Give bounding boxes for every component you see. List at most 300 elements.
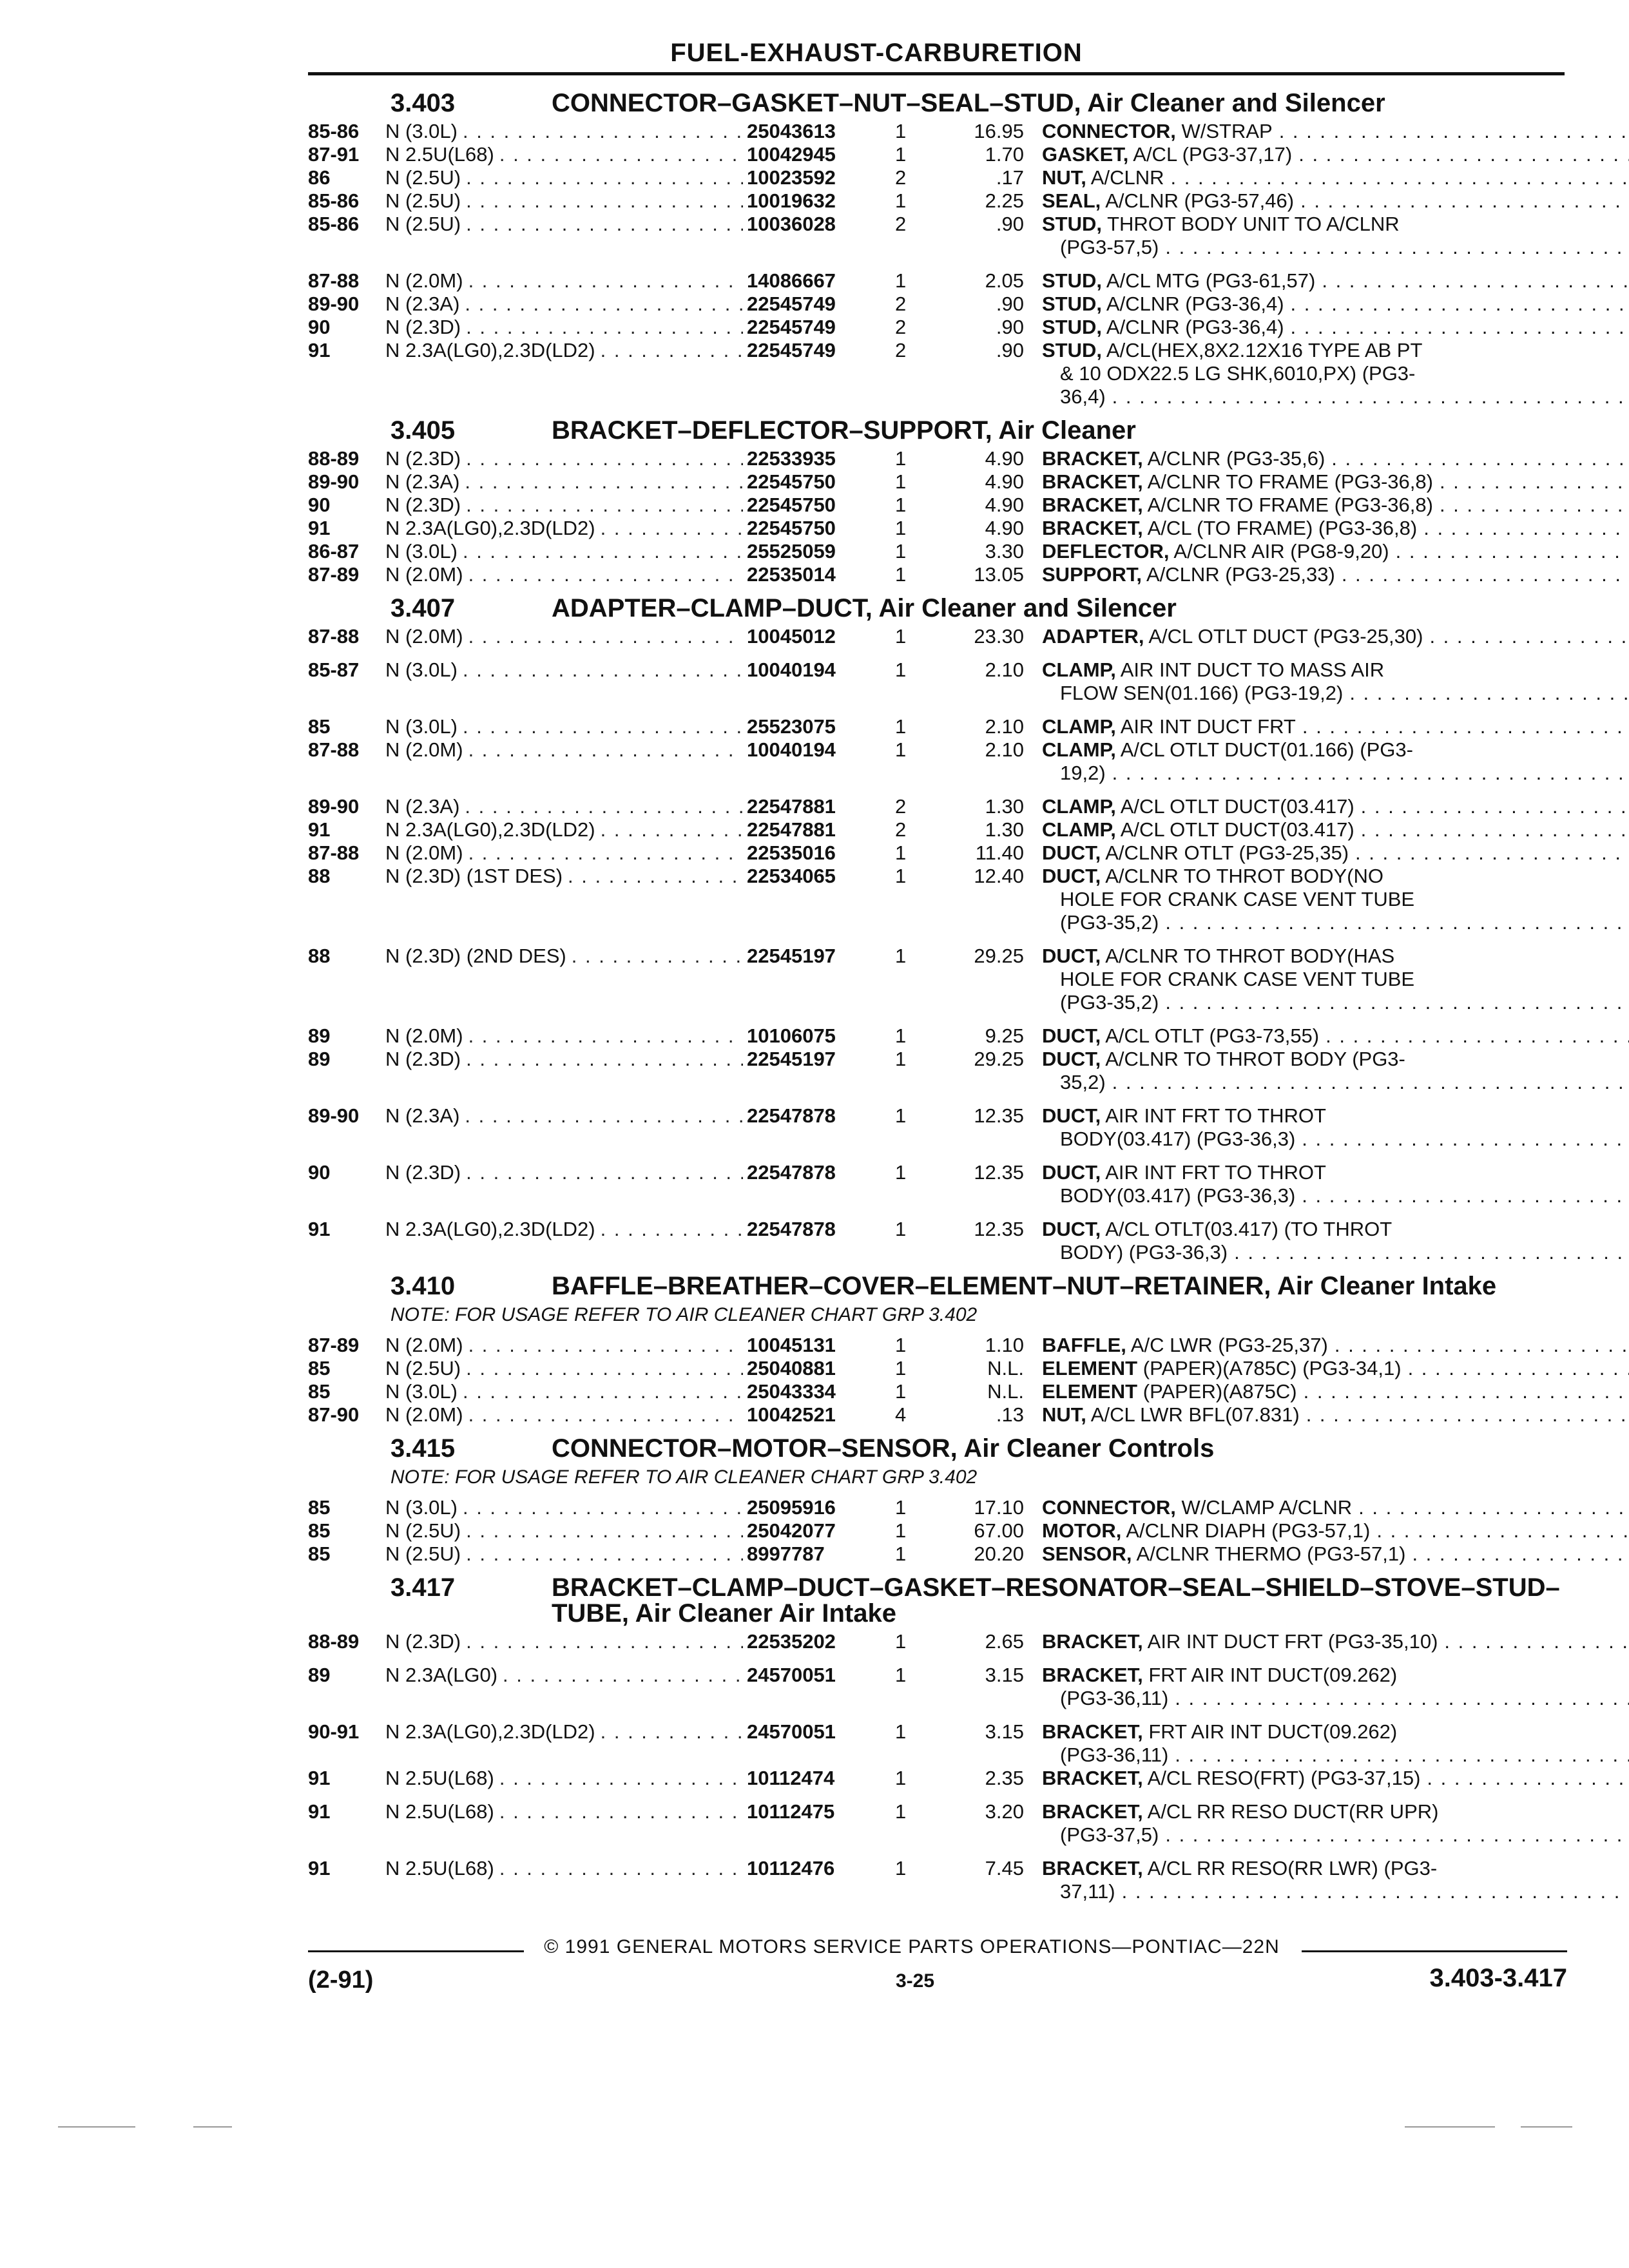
leader-dots [1284, 316, 1629, 339]
description-text [1060, 762, 1106, 785]
part-number: 10112476 [747, 1857, 835, 1879]
part-row [308, 1380, 1565, 1403]
part-number: 25523075 [747, 715, 836, 738]
part-name: BRACKET, [1042, 1664, 1143, 1686]
description-line [1042, 269, 1629, 293]
leader-dots [1405, 1542, 1629, 1566]
part-number: 22545197 [747, 1048, 836, 1070]
application-text: N 2.5U(L68) [385, 143, 494, 166]
description-text [1042, 945, 1394, 968]
section-number: 3.410 [390, 1272, 456, 1300]
quantity: 1 [895, 1664, 907, 1686]
part-number: 22533935 [747, 447, 836, 470]
description-text [1060, 1880, 1115, 1903]
model-years: 88 [308, 865, 331, 887]
description-line [1042, 1071, 1629, 1094]
application-text: N (2.3A) [385, 293, 460, 315]
leader-dots [461, 1542, 743, 1566]
price: 2.65 [985, 1630, 1024, 1653]
description-line [1042, 385, 1629, 408]
description-line [1042, 316, 1629, 339]
application [385, 1800, 743, 1847]
application [385, 494, 743, 517]
description-line [1042, 236, 1629, 259]
price: 12.35 [974, 1104, 1024, 1127]
quantity: 1 [895, 540, 907, 562]
part-row [308, 1334, 1565, 1357]
description [1042, 189, 1629, 213]
leader-dots [1420, 1767, 1629, 1790]
application [385, 316, 743, 339]
description-line [1042, 540, 1629, 563]
part-row [308, 447, 1565, 470]
price: .90 [996, 213, 1024, 235]
description-text [1042, 189, 1294, 213]
catalog-section [308, 1273, 1565, 1427]
scan-artifact [58, 2126, 135, 2128]
description-text [1042, 1664, 1397, 1687]
footer-date: (2-91) [308, 1966, 374, 1994]
quantity: 2 [895, 166, 907, 189]
description-line [1042, 494, 1629, 517]
description-line [1042, 1720, 1629, 1744]
description [1042, 1048, 1629, 1094]
quantity: 1 [895, 1519, 907, 1542]
leader-dots [1294, 189, 1629, 213]
description-line [1042, 865, 1629, 888]
description-text [1042, 517, 1417, 540]
price: 13.05 [974, 563, 1024, 586]
description-detail: (PG3-36,11) [1060, 1687, 1169, 1709]
application [385, 1357, 743, 1380]
quantity: 2 [895, 213, 907, 235]
model-years: 85 [308, 1542, 331, 1565]
description [1042, 1720, 1629, 1767]
part-number: 22535202 [747, 1630, 836, 1653]
application-text: N (2.3D) (1ST DES) [385, 865, 563, 887]
part-number: 10040194 [747, 738, 836, 761]
description-detail: W/STRAP [1181, 120, 1273, 142]
description [1042, 1380, 1629, 1403]
leader-dots [1296, 715, 1629, 738]
leader-dots [494, 1767, 743, 1790]
part-number: 10023592 [747, 166, 836, 189]
description-text [1060, 968, 1414, 991]
part-number: 22545197 [747, 945, 836, 967]
part-row [308, 1664, 1565, 1710]
description-text [1042, 120, 1273, 143]
description-line [1042, 563, 1629, 586]
description [1042, 563, 1629, 586]
part-row [308, 1048, 1565, 1094]
leader-dots [1168, 1744, 1629, 1767]
part-number: 10112474 [747, 1767, 835, 1789]
quantity: 1 [895, 1334, 907, 1356]
application-text: N (2.0M) [385, 1334, 463, 1356]
description-line [1042, 339, 1629, 362]
model-years: 90-91 [308, 1720, 360, 1743]
description-text [1042, 166, 1164, 189]
part-row [308, 795, 1565, 818]
quantity: 1 [895, 189, 907, 212]
description-detail: FRT AIR INT DUCT(09.262) [1148, 1720, 1398, 1743]
description [1042, 625, 1629, 648]
part-name: ELEMENT [1042, 1357, 1138, 1379]
quantity: 2 [895, 795, 907, 818]
part-number: 25043613 [747, 120, 836, 142]
leader-dots [494, 1800, 743, 1847]
leader-dots [463, 625, 743, 648]
description-detail: A/CLNR THERMO (PG3-57,1) [1136, 1542, 1406, 1565]
description-line [1042, 911, 1629, 934]
quantity: 1 [895, 1542, 907, 1565]
section-heading [308, 1273, 1565, 1299]
leader-dots [1328, 1334, 1629, 1357]
quantity: 2 [895, 818, 907, 841]
leader-dots [458, 540, 743, 563]
leader-dots [1168, 1687, 1629, 1710]
description-line [1042, 447, 1629, 470]
description-detail: 37,11) [1060, 1880, 1115, 1903]
leader-dots [595, 1218, 743, 1264]
description-line [1042, 818, 1629, 841]
leader-dots [1402, 1357, 1629, 1380]
description-text [1042, 795, 1354, 818]
model-years: 91 [308, 1218, 331, 1240]
part-row [308, 1630, 1565, 1653]
quantity: 1 [895, 1161, 907, 1184]
catalog-section [308, 1575, 1565, 1903]
description-line [1042, 362, 1629, 385]
part-row [308, 818, 1565, 841]
quantity: 1 [895, 1496, 907, 1519]
description-line [1042, 1024, 1629, 1048]
scan-artifact [1521, 2126, 1572, 2128]
scan-artifact [1405, 2126, 1495, 2128]
model-years: 85 [308, 715, 331, 738]
description-text [1060, 1241, 1228, 1264]
part-row [308, 1024, 1565, 1048]
model-years: 91 [308, 517, 331, 539]
part-number: 10036028 [747, 213, 836, 235]
leader-dots [1106, 762, 1629, 785]
quantity: 1 [895, 1357, 907, 1379]
description-detail: A/CL MTG (PG3-61,57) [1106, 269, 1316, 292]
leader-dots [461, 213, 743, 259]
description-line [1042, 1542, 1629, 1566]
description-text [1060, 991, 1159, 1014]
description-text [1042, 1496, 1352, 1519]
description-detail: A/CLNR TO FRAME (PG3-36,8) [1147, 470, 1433, 493]
description [1042, 795, 1629, 818]
leader-dots [459, 1104, 743, 1151]
description [1042, 540, 1629, 563]
model-years: 85-86 [308, 120, 360, 142]
part-row [308, 339, 1565, 408]
leader-dots [1423, 625, 1629, 648]
section-number: 3.403 [390, 89, 456, 117]
part-number: 22545750 [747, 494, 836, 516]
description [1042, 1664, 1629, 1710]
leader-dots [458, 715, 743, 738]
description-line [1042, 1687, 1629, 1710]
quantity: 1 [895, 269, 907, 292]
quantity: 1 [895, 658, 907, 681]
description-line [1042, 1630, 1629, 1653]
description-line [1042, 1800, 1629, 1823]
application [385, 795, 743, 818]
description [1042, 1334, 1629, 1357]
application-text: N (2.5U) [385, 213, 461, 235]
application-text: N (2.3A) [385, 795, 460, 818]
price: N.L. [987, 1380, 1024, 1403]
leader-dots [463, 563, 743, 586]
section-title: BRACKET–CLAMP–DUCT–GASKET–RESONATOR–SEAL–SHIELD–STOVE–STUD–TUBE, Air Cleaner Air Intake [552, 1573, 1560, 1628]
part-number: 22535014 [747, 563, 836, 586]
price: 3.30 [985, 540, 1024, 562]
part-name: CLAMP, [1042, 658, 1116, 681]
model-years: 88 [308, 945, 331, 967]
application [385, 1024, 743, 1048]
description-text [1042, 1357, 1402, 1380]
model-years: 85-86 [308, 213, 360, 235]
application-text: N (2.3D) [385, 1161, 461, 1184]
description [1042, 738, 1629, 785]
application [385, 1218, 743, 1264]
part-row [308, 1857, 1565, 1903]
leader-dots [461, 166, 743, 189]
price: .90 [996, 316, 1024, 338]
description-detail: AIR INT DUCT FRT (PG3-35,10) [1147, 1630, 1438, 1653]
leader-dots [595, 1720, 743, 1767]
part-row [308, 1800, 1565, 1847]
part-number: 22547878 [747, 1218, 836, 1240]
part-number: 10045012 [747, 625, 836, 648]
description-detail: A/CLNR TO THROT BODY (PG3- [1105, 1048, 1405, 1070]
description-detail: A/CL OTLT(03.417) (TO THROT [1105, 1218, 1393, 1240]
application-text: N (2.3D) [385, 494, 461, 516]
description-detail: A/CLNR [1090, 166, 1164, 189]
application [385, 1630, 743, 1653]
part-name: BRACKET, [1042, 1630, 1143, 1653]
quantity: 2 [895, 316, 907, 338]
application-text: N (2.0M) [385, 841, 463, 864]
part-name: BRACKET, [1042, 517, 1143, 539]
part-row [308, 1218, 1565, 1264]
description-text [1060, 1823, 1159, 1847]
price: 3.15 [985, 1664, 1024, 1686]
leader-dots [463, 1403, 743, 1427]
model-years: 86-87 [308, 540, 360, 562]
description-text [1060, 1744, 1168, 1767]
model-years: 88-89 [308, 447, 360, 470]
application-text: N (2.0M) [385, 269, 463, 292]
application-text: N 2.5U(L68) [385, 1800, 494, 1823]
part-name: DUCT, [1042, 945, 1101, 967]
description-line [1042, 166, 1629, 189]
leader-dots [563, 865, 743, 934]
description-detail: HOLE FOR CRANK CASE VENT TUBE [1060, 888, 1415, 910]
leader-dots [461, 1161, 743, 1207]
description-text [1042, 1403, 1300, 1427]
leader-dots [458, 1496, 743, 1519]
quantity: 1 [895, 447, 907, 470]
part-number: 22535016 [747, 841, 836, 864]
description [1042, 1767, 1629, 1790]
price: 9.25 [985, 1024, 1024, 1047]
part-row [308, 1542, 1565, 1566]
price: 2.35 [985, 1767, 1024, 1789]
description-text [1042, 1767, 1420, 1790]
description [1042, 1024, 1629, 1048]
application-text: N (2.0M) [385, 563, 463, 586]
leader-dots [463, 1334, 743, 1357]
model-years: 85 [308, 1519, 331, 1542]
leader-dots [1228, 1241, 1629, 1264]
part-name: NUT, [1042, 1403, 1086, 1426]
application-text: N (2.3D) [385, 447, 461, 470]
part-number: 25043334 [747, 1380, 836, 1403]
part-name: DEFLECTOR, [1042, 540, 1170, 562]
part-row [308, 625, 1565, 648]
description-detail: A/CL(HEX,8X2.12X16 TYPE AB PT [1106, 339, 1423, 361]
price: 12.40 [974, 865, 1024, 887]
application-text: N (2.5U) [385, 189, 461, 212]
leader-dots [461, 447, 743, 470]
description [1042, 339, 1629, 408]
application [385, 143, 743, 166]
application-text: N (3.0L) [385, 540, 458, 562]
description [1042, 1542, 1629, 1566]
quantity: 2 [895, 339, 907, 361]
description [1042, 120, 1629, 143]
description-text [1042, 494, 1433, 517]
leader-dots [461, 189, 743, 213]
application-text: N 2.3A(LG0) [385, 1664, 498, 1686]
price: 67.00 [974, 1519, 1024, 1542]
leader-dots [1349, 841, 1629, 865]
part-row [308, 166, 1565, 189]
part-row [308, 316, 1565, 339]
description-text [1042, 1630, 1438, 1653]
part-number: 22545749 [747, 293, 836, 315]
quantity: 1 [895, 120, 907, 142]
model-years: 87-89 [308, 563, 360, 586]
leader-dots [1354, 818, 1629, 841]
leader-dots [463, 1024, 743, 1048]
part-row [308, 1720, 1565, 1767]
price: 1.70 [985, 143, 1024, 166]
description-line [1042, 968, 1629, 991]
price: 1.30 [985, 818, 1024, 841]
description-text [1042, 715, 1296, 738]
description-text [1042, 865, 1383, 888]
section-title: BRACKET–DEFLECTOR–SUPPORT, Air Cleaner [552, 416, 1136, 445]
part-number: 10106075 [747, 1024, 836, 1047]
part-name: CLAMP, [1042, 738, 1116, 761]
part-name: STUD, [1042, 316, 1102, 338]
description [1042, 166, 1629, 189]
description [1042, 447, 1629, 470]
description-line [1042, 1218, 1629, 1241]
price: 7.45 [985, 1857, 1024, 1879]
model-years: 90 [308, 494, 331, 516]
application [385, 818, 743, 841]
description-detail: 35,2) [1060, 1071, 1106, 1093]
application [385, 120, 743, 143]
description-text [1042, 841, 1349, 865]
description-detail: A/CLNR (PG3-25,33) [1146, 563, 1335, 586]
part-number: 10112475 [747, 1800, 835, 1823]
part-name: STUD, [1042, 269, 1102, 292]
model-years: 85-86 [308, 189, 360, 212]
section-heading [308, 595, 1565, 621]
part-name: DUCT, [1042, 1024, 1101, 1047]
application [385, 213, 743, 259]
model-years: 91 [308, 1800, 331, 1823]
leader-dots [494, 1857, 743, 1903]
description-text [1042, 1048, 1405, 1071]
leader-dots [1284, 293, 1629, 316]
description-line [1042, 1184, 1629, 1207]
footer-rule-right [1302, 1950, 1567, 1952]
leader-dots [459, 795, 743, 818]
quantity: 1 [895, 470, 907, 493]
section-number: 3.415 [390, 1434, 456, 1463]
leader-dots [1115, 1880, 1629, 1903]
description [1042, 1357, 1629, 1380]
application-text: N 2.3A(LG0),2.3D(LD2) [385, 1720, 595, 1743]
leader-dots [595, 818, 743, 841]
description-text [1042, 1857, 1437, 1880]
description-text [1060, 385, 1106, 408]
page-header-title: FUEL-EXHAUST-CARBURETION [670, 39, 1083, 67]
application [385, 1496, 743, 1519]
description-line [1042, 991, 1629, 1014]
application-text: N (2.0M) [385, 1403, 463, 1426]
quantity: 1 [895, 715, 907, 738]
description-line [1042, 738, 1629, 762]
description-detail: (PG3-37,5) [1060, 1823, 1159, 1846]
description-line [1042, 1857, 1629, 1880]
description-detail: FRT AIR INT DUCT(09.262) [1148, 1664, 1398, 1686]
model-years: 91 [308, 818, 331, 841]
description-detail: A/CL RR RESO DUCT(RR UPR) [1147, 1800, 1439, 1823]
leader-dots [1433, 470, 1629, 494]
leader-dots [1417, 517, 1629, 540]
application-text: N (2.3D) (2ND DES) [385, 945, 566, 967]
quantity: 1 [895, 1800, 907, 1823]
part-number: 22545749 [747, 339, 836, 361]
description-detail: A/CLNR OTLT (PG3-25,35) [1105, 841, 1349, 864]
description-text [1060, 236, 1159, 259]
quantity: 1 [895, 1048, 907, 1070]
price: 12.35 [974, 1218, 1024, 1240]
part-name: CONNECTOR, [1042, 1496, 1176, 1519]
application [385, 1403, 743, 1427]
description-line [1042, 1241, 1629, 1264]
quantity: 4 [895, 1403, 907, 1426]
price: 2.10 [985, 738, 1024, 761]
description-line [1042, 715, 1629, 738]
part-row [308, 1496, 1565, 1519]
leader-dots [1370, 1519, 1629, 1542]
catalog-section [308, 1436, 1565, 1566]
description-detail: W/CLAMP A/CLNR [1181, 1496, 1353, 1519]
catalog-section [308, 90, 1565, 408]
application [385, 293, 743, 316]
part-number: 22547881 [747, 818, 836, 841]
